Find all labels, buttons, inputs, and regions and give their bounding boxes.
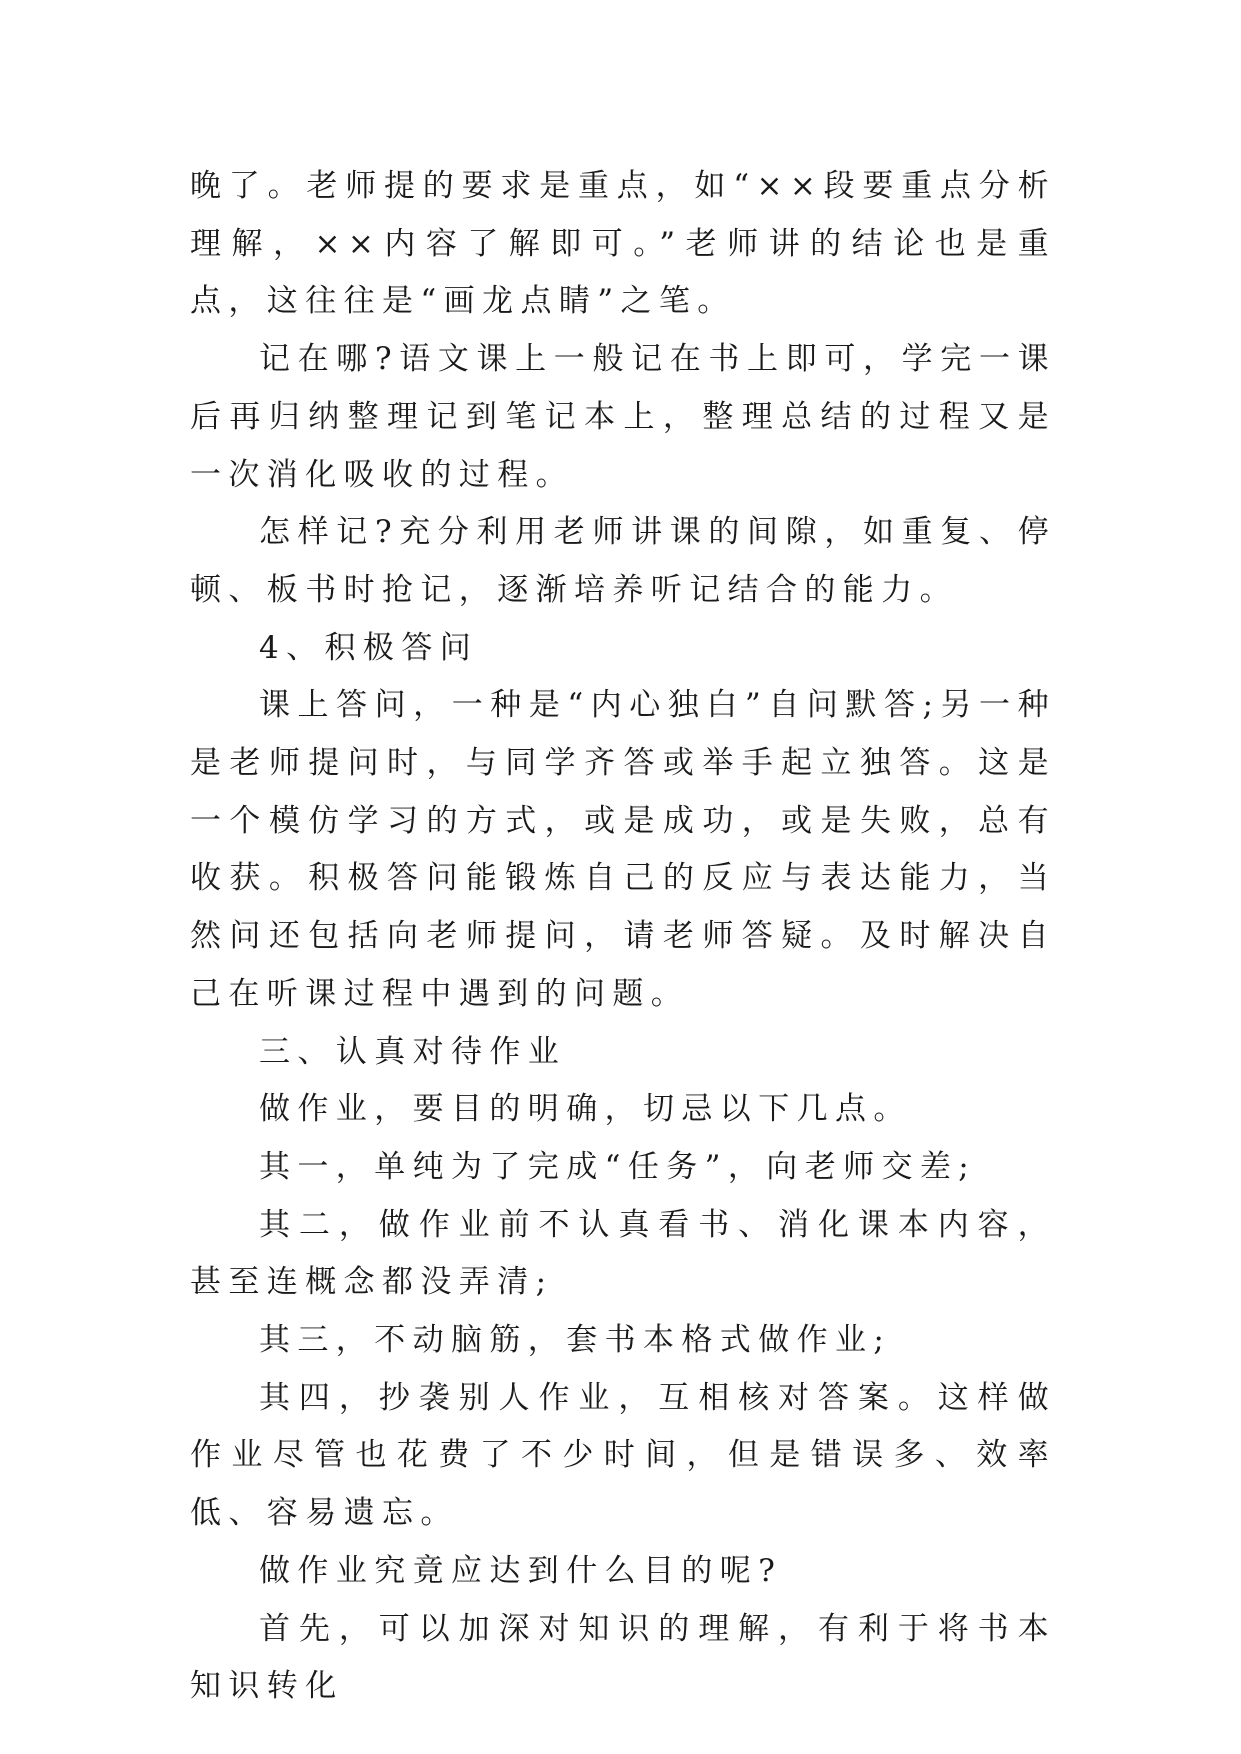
list-item: 其一，单纯为了完成“任务”，向老师交差; [259,1148,977,1185]
paragraph: 怎样记?充分利用老师讲课的间隙，如重复、停顿、板书时抢记，逐渐培养听记结合的能力。 [190,514,1056,608]
paragraph: 晚了。老师提的要求是重点，如“××段要重点分析理解，××内容了解即可。”老师讲的结论也是重点，这往往是“画龙点睛”之笔。 [190,168,1056,320]
paragraph: 做作业究竟应达到什么目的呢? [259,1552,783,1589]
document-body [190,158,1056,1716]
list-item: 其二，做作业前不认真看书、消化课本内容，甚至连概念都没弄清; [190,1206,1056,1301]
section-heading: 三、认真对待作业 [259,1033,567,1070]
section-heading: 4、积极答问 [259,629,479,666]
paragraph: 首先，可以加深对知识的理解，有利于将书本知识转化 [190,1610,1056,1705]
list-item: 其三，不动脑筋，套书本格式做作业; [259,1322,892,1359]
paragraph: 做作业，要目的明确，切忌以下几点。 [259,1091,912,1128]
paragraph: 课上答问，一种是“内心独白”自问默答;另一种是老师提问时，与同学齐答或举手起立独答。这是一个模仿学习的方式，或是成功，或是失败，总有收获。积极答问能锻炼自己的反应与表达能力，当然问还包括向老师提问，请老师答疑。及时解决自己在听课过程中遇到的问题。 [190,687,1056,1012]
paragraph: 记在哪?语文课上一般记在书上即可，学完一课后再归纳整理记到笔记本上，整理总结的过程又是一次消化吸收的过程。 [190,341,1056,493]
list-item: 其四，抄袭别人作业，互相核对答案。这样做作业尽管也花费了不少时间，但是错误多、效率低、容易遗忘。 [190,1379,1056,1532]
